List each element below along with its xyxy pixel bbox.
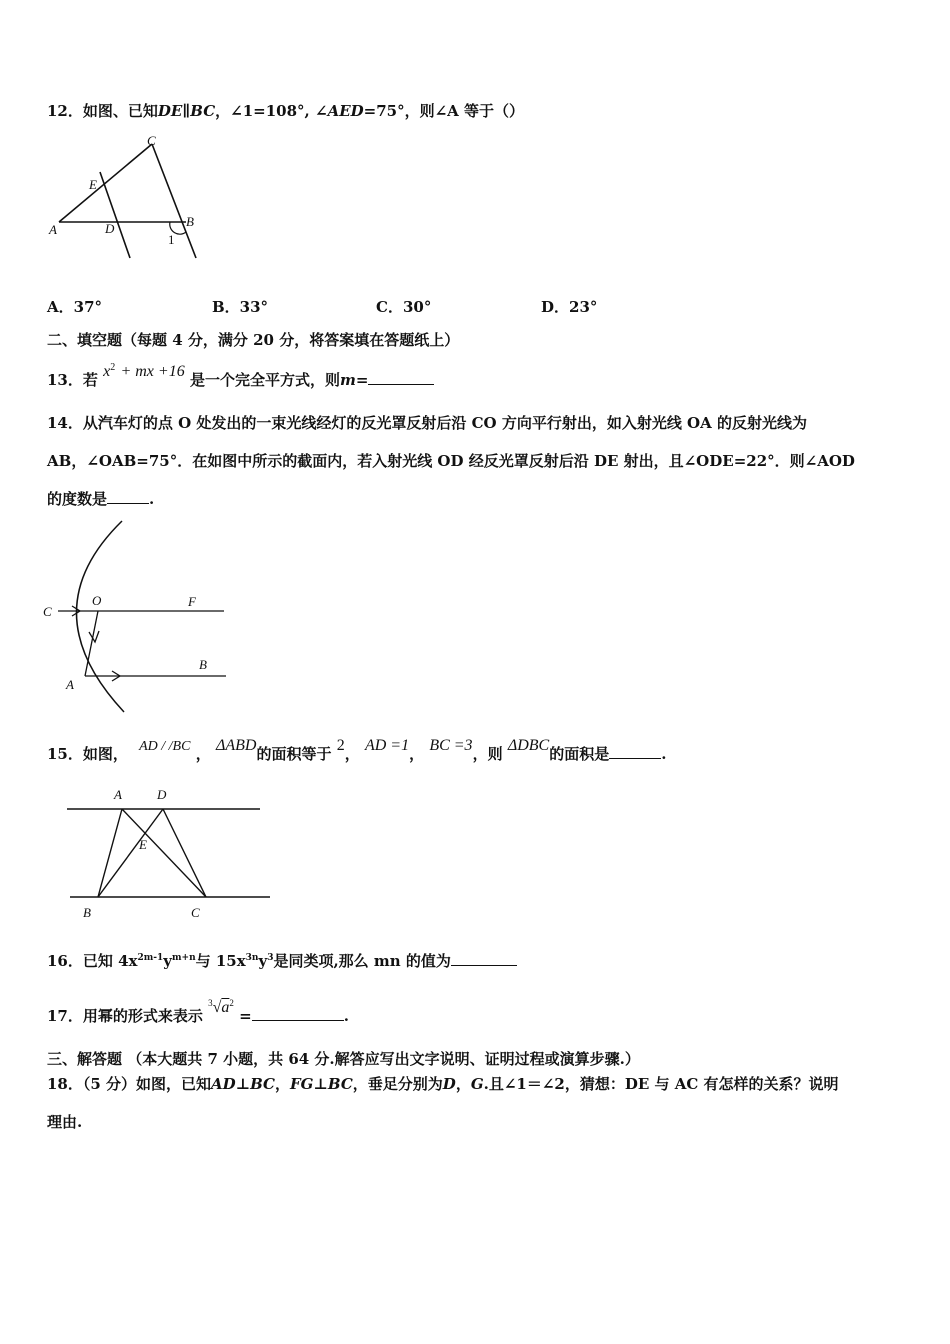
q14-label-b: B <box>199 657 207 672</box>
q13-stem: 13．若 $x^2$ + mx +16 是一个完全平方式，则m= <box>47 367 434 391</box>
q12-label-b: B <box>186 214 194 229</box>
q17-radical: $^3√a^2$ <box>208 998 234 1016</box>
q15-label-d: D <box>157 787 167 802</box>
q14-line-2: AB，∠OAB=75°．在如图中所示的截面内，若入射光线 OD 经反光罩反射后沿 DE 射出，且∠ODE=22°．则∠AOD <box>47 452 855 470</box>
q12-label-1: 1 <box>168 232 175 247</box>
q12-figure <box>44 134 214 264</box>
q12-label-d: D <box>105 221 115 236</box>
q15-answer-blank[interactable] <box>609 744 661 759</box>
q15-label-c: C <box>191 905 200 920</box>
q15-seg-dc <box>163 809 206 897</box>
q14-answer-blank[interactable] <box>107 489 149 504</box>
q18-line-1: 18．（5 分）如图，已知AD⊥BC，FG⊥BC，垂足分别为D，G.且∠1＝∠2，猜想：DE 与 AC 有怎样的关系？说明 <box>47 1075 839 1093</box>
q14-label-c: C <box>43 604 52 619</box>
q12-label-e: E <box>89 177 97 192</box>
q15-label-a: A <box>114 787 122 802</box>
q15-label-e: E <box>139 837 147 852</box>
q12-label-c: C <box>147 134 156 148</box>
section-3-heading: 三、解答题 （本大题共 7 小题，共 64 分.解答应写出文字说明、证明过程或演算步骤.） <box>47 1050 640 1068</box>
q14-label-a: A <box>66 677 74 692</box>
q12-line-ac <box>59 144 152 222</box>
q14-figure <box>40 516 240 716</box>
q12-option-a: A．37° <box>47 298 103 316</box>
q12-line-ed <box>100 172 130 258</box>
q12-stem: 12．如图、已知DE∥BC，∠1=108°, ∠AED=75°，则∠A 等于（） <box>47 102 525 120</box>
q15-seg-ac <box>122 809 206 897</box>
q17-stem: 17．用幂的形式来表示 $^3√a^2$ = . <box>47 998 349 1025</box>
q15-seg-ab <box>98 809 122 897</box>
q16-answer-blank[interactable] <box>451 951 517 966</box>
q15-label-b: B <box>83 905 91 920</box>
q18-line-2: 理由. <box>47 1113 83 1131</box>
q16-stem: 16．已知 $4x^{2m-1}y^{m+n}$与 $15x^{3n}y^3$是同类项,那么 mn 的值为 <box>47 948 517 971</box>
q14-label-o: O <box>92 593 102 608</box>
q15-figure <box>60 782 280 922</box>
q15-stem: 15．如图， AD / /BC ， ΔABD的面积等于 2， AD =1， BC =3，则 ΔDBC的面积是 . <box>47 737 667 763</box>
q14-line-1: 14．从汽车灯的点 O 处发出的一束光线经灯的反光罩反射后沿 CO 方向平行射出，如入射光线 OA 的反射光线为 <box>47 414 807 432</box>
q12-option-d: D．23° <box>541 298 598 316</box>
q12-option-b: B．33° <box>212 298 269 316</box>
q15-seg-db <box>98 809 163 897</box>
q17-answer-blank[interactable] <box>252 1006 344 1021</box>
q14-reflector-curve <box>76 521 124 712</box>
q14-label-f: F <box>188 594 196 609</box>
q13-answer-blank[interactable] <box>368 370 434 385</box>
section-2-heading: 二、填空题（每题 4 分，满分 20 分，将答案填在答题纸上） <box>47 331 460 349</box>
q13-expression: $x^2$ + mx +16 <box>103 362 185 380</box>
q12-label-a: A <box>49 222 57 237</box>
q12-option-c: C．30° <box>376 298 432 316</box>
q14-line-3: 的度数是 . <box>47 490 155 508</box>
